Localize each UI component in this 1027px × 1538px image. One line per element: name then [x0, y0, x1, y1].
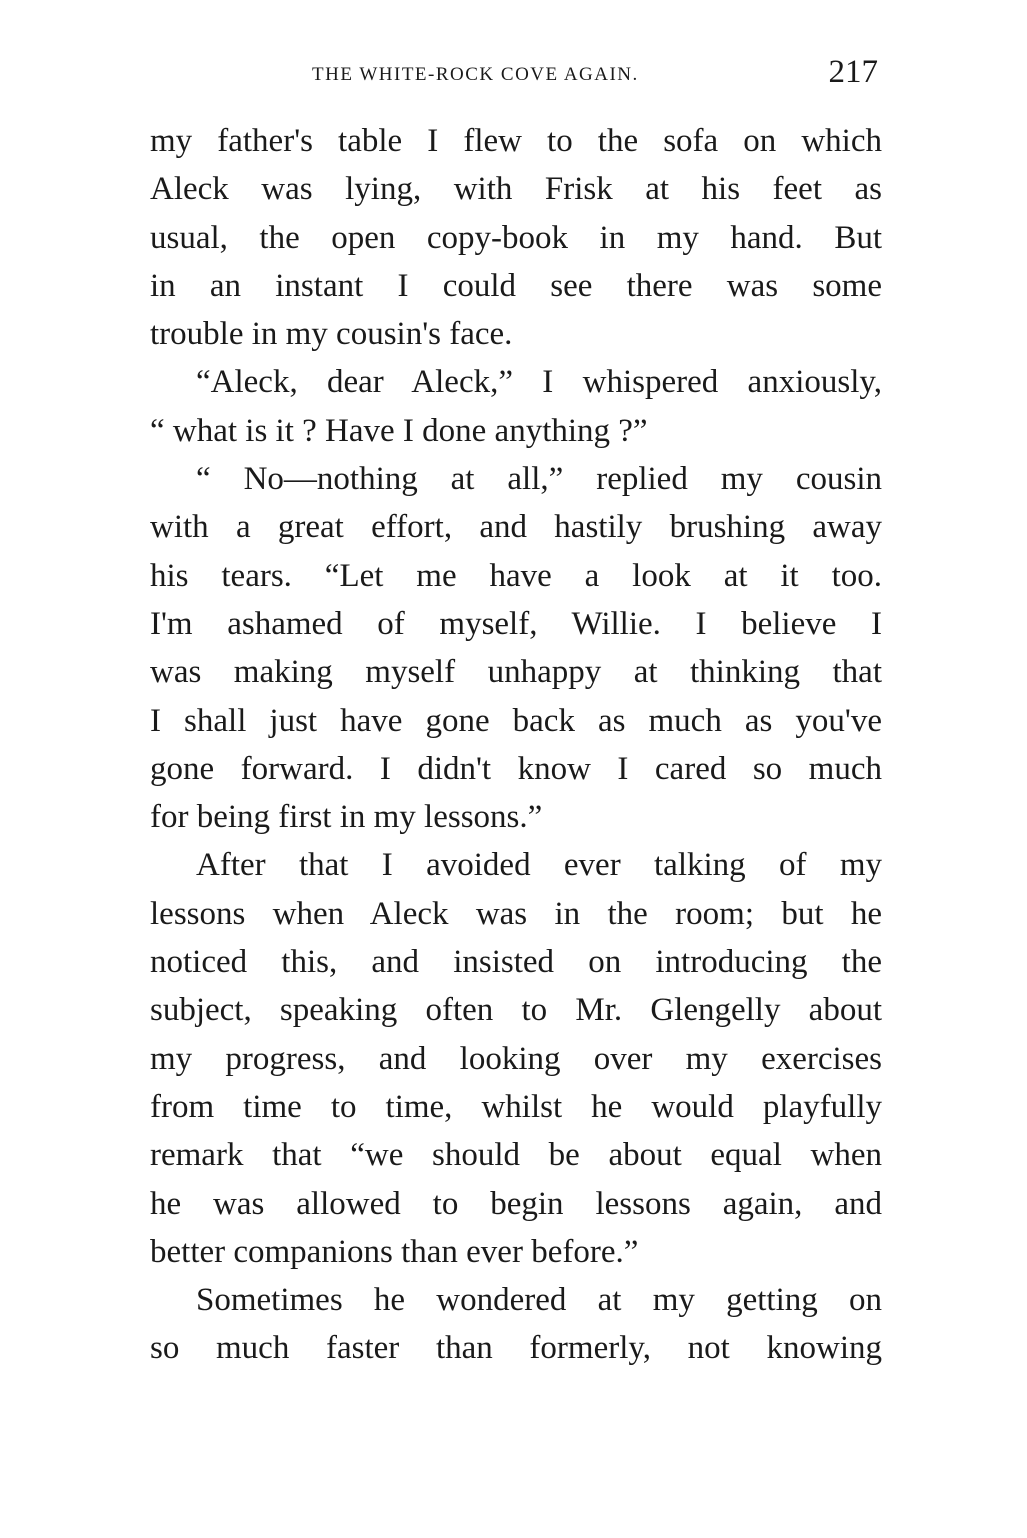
text-line: his tears. “Let me have a look at it too.: [150, 557, 882, 594]
text-line: usual, the open copy-book in my hand. But: [150, 219, 882, 256]
text-line: I shall just have gone back as much as you've: [150, 702, 882, 739]
text-line: noticed this, and insisted on introducing the: [150, 944, 882, 981]
text-line: “ what is it ? Have I done anything ?”: [150, 412, 648, 449]
text-line: for being first in my lessons.”: [150, 799, 543, 836]
text-line: Sometimes he wondered at my getting on: [196, 1282, 882, 1319]
running-head: THE WHITE-ROCK COVE AGAIN.: [312, 64, 639, 85]
text-line: from time to time, whilst he would playfully: [150, 1088, 882, 1125]
text-line: remark that “we should be about equal when: [150, 1137, 882, 1174]
text-line: After that I avoided ever talking of my: [196, 847, 882, 884]
text-line: was making myself unhappy at thinking that: [150, 654, 882, 691]
text-line: better companions than ever before.”: [150, 1233, 639, 1270]
text-line: subject, speaking often to Mr. Glengelly about: [150, 992, 882, 1029]
text-line: I'm ashamed of myself, Willie. I believe I: [150, 605, 882, 642]
text-line: in an instant I could see there was some: [150, 267, 882, 304]
text-line: trouble in my cousin's face.: [150, 316, 513, 353]
page-header: [150, 54, 882, 98]
text-line: “Aleck, dear Aleck,” I whispered anxiously,: [196, 364, 882, 401]
text-line: he was allowed to begin lessons again, and: [150, 1185, 882, 1222]
text-line: so much faster than formerly, not knowing: [150, 1330, 882, 1367]
text-line: “ No—nothing at all,” replied my cousin: [196, 461, 882, 498]
text-line: gone forward. I didn't know I cared so much: [150, 750, 882, 787]
page-number: 217: [828, 54, 878, 90]
body-text: [150, 117, 882, 1373]
text-line: my progress, and looking over my exercises: [150, 1040, 882, 1077]
text-line: my father's table I flew to the sofa on which: [150, 123, 882, 159]
text-line: with a great effort, and hastily brushing away: [150, 509, 882, 546]
text-line: lessons when Aleck was in the room; but he: [150, 895, 882, 932]
text-line: Aleck was lying, with Frisk at his feet as: [150, 171, 882, 208]
